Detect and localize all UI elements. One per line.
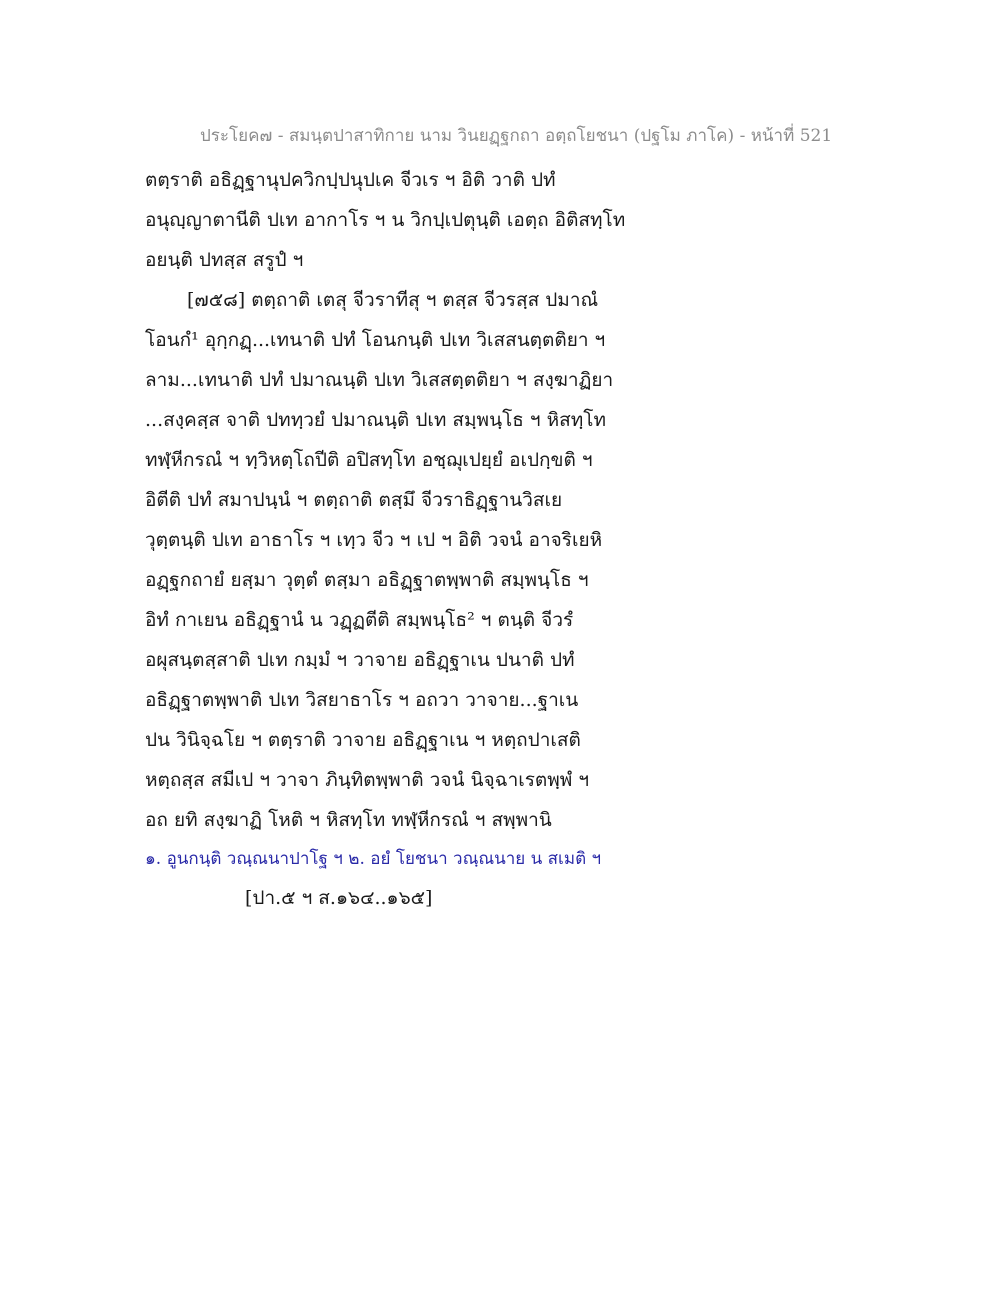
text-line: วุตฺตนฺติ ปเท อาธาโร ฯ เทฺว จีว ฯ เป ฯ อิติ วจนํ อาจริเยหิ	[145, 529, 603, 551]
body-text	[145, 160, 865, 918]
text-line: อธิฏฺฐาตพฺพาติ ปเท วิสยาธาโร ฯ อถวา วาจาย...ฐาเน	[145, 689, 579, 711]
text-line: ตตฺราติ อธิฏฺฐานุปควิกปฺปนุปเค จีวเร ฯ อิติ วาติ ปทํ	[145, 169, 556, 191]
text-line: ลาม...เทนาติ ปทํ ปมาณนฺติ ปเท วิเสสตฺตติยา ฯ สงฺฆาฏิยา	[145, 369, 614, 391]
footnote: ๑. อูนกนฺติ วณฺณนาปาโฐ ฯ ๒. อยํ โยชนา วณฺณนาย น สเมติ ฯ	[145, 849, 602, 869]
text-line: อนุญฺญาตานีติ ปเท อากาโร ฯ น วิกปฺเปตุนฺติ เอตฺถ อิติสทฺโท	[145, 209, 626, 231]
text-line: หตฺถสฺส สมีเป ฯ วาจา ภินฺทิตพฺพาติ วจนํ นิจฺฉาเรตพฺพํ ฯ	[145, 769, 590, 791]
paragraph-start-line: [๗๕๘] ตตฺถาติ เตสุ จีวราทีสุ ฯ ตสฺส จีวรสฺส ปมาณํ	[187, 289, 599, 311]
text-line: อิตีติ ปทํ สมาปนฺนํ ฯ ตตฺถาติ ตสฺมึ จีวราธิฏฺฐานวิสเย	[145, 489, 563, 511]
page-reference: [ปา.๕ ฯ ส.๑๖๔..๑๖๕]	[245, 887, 433, 909]
running-header: ประโยค๗ - สมนฺตปาสาทิกาย นาม วินยฏฺฐกถา อตฺถโยชนา (ปฐโม ภาโค) - หน้าที่ 521	[200, 126, 833, 146]
text-line: ...สงฺคสฺส จาติ ปททฺวยํ ปมาณนฺติ ปเท สมฺพนฺโธ ฯ หิสทฺโท	[145, 409, 606, 431]
text-line: โอนกํ¹ อุกฺกฏฺ...เทนาติ ปทํ โอนกนฺติ ปเท วิเสสนตฺตติยา ฯ	[145, 329, 606, 351]
text-line: อยนฺติ ปทสฺส สรูปํ ฯ	[145, 249, 304, 271]
text-line: อฏฺฐกถายํ ยสฺมา วุตฺตํ ตสฺมา อธิฏฺฐาตพฺพาติ สมฺพนฺโธ ฯ	[145, 569, 589, 591]
text-line: ปน วินิจฺฉโย ฯ ตตฺราติ วาจาย อธิฏฺฐาเน ฯ หตฺถปาเสติ	[145, 729, 581, 751]
text-line: อผุสนฺตสฺสาติ ปเท กมฺมํ ฯ วาจาย อธิฏฺฐาเน ปนาติ ปทํ	[145, 649, 575, 671]
text-line: ทฬฺหีกรณํ ฯ ทฺวิหตฺโถปีติ อปิสทฺโท อชฺฌุเปยฺยํ อเปกฺขติ ฯ	[145, 449, 593, 471]
text-line: อถ ยทิ สงฺฆาฏิ โหติ ฯ หิสทฺโท ทฬฺหีกรณํ ฯ สพฺพานิ	[145, 809, 552, 831]
text-line: อิทํ กาเยน อธิฏฺฐานํ น วฏฺฏตีติ สมฺพนฺโธ² ฯ ตนฺติ จีวรํ	[145, 609, 574, 631]
